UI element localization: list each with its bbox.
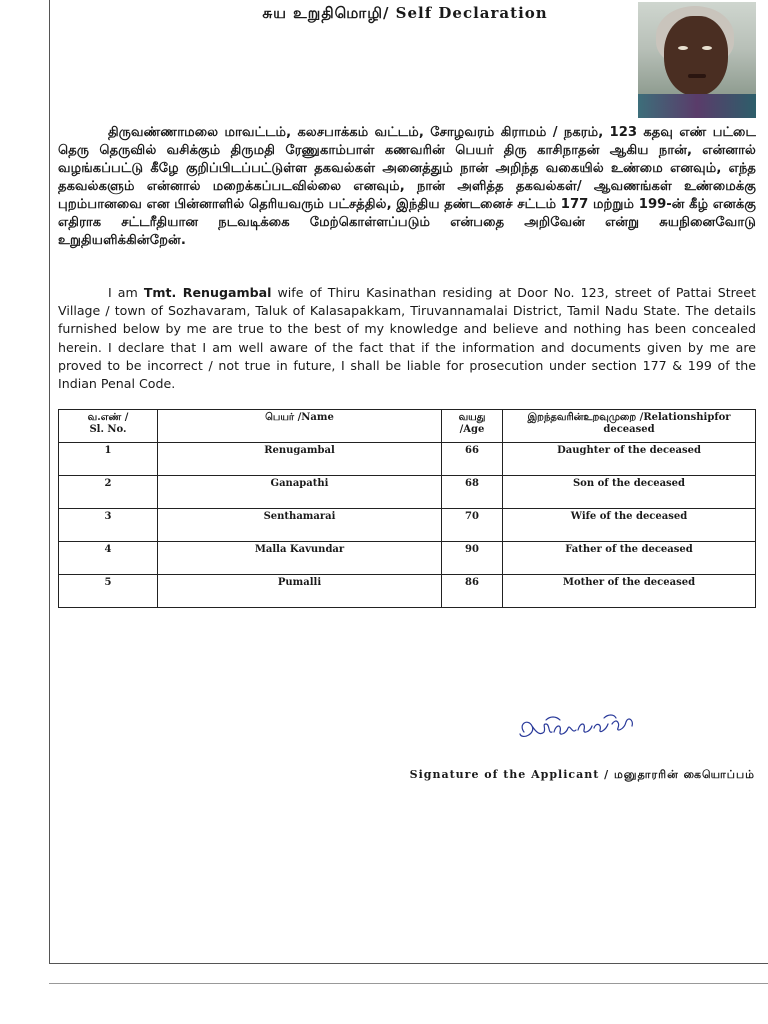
cell-relationship: Father of the deceased (503, 542, 756, 575)
english-prefix: I am (108, 285, 144, 300)
table-row (59, 443, 756, 476)
cell-relationship: Wife of the deceased (503, 509, 756, 542)
table-row (59, 575, 756, 608)
table-header-row (59, 410, 756, 443)
header-relationship: இறந்தவரின்உறவுமுறை /Relationshipfor deceased (503, 410, 756, 443)
table-row (59, 542, 756, 575)
cell-age: 86 (442, 575, 503, 608)
signature-label: Signature of the Applicant / மனுதாரரின் கையொப்பம் (409, 768, 755, 781)
header-sl: வ.எண் / Sl. No. (59, 410, 158, 443)
english-declaration (58, 284, 756, 393)
heirs-table (58, 409, 756, 608)
cell-sl: 3 (59, 509, 158, 542)
header-age: வயது /Age (442, 410, 503, 443)
table-row (59, 476, 756, 509)
cell-relationship: Daughter of the deceased (503, 443, 756, 476)
handwritten-signature (516, 712, 646, 746)
footer-rule (49, 983, 768, 984)
applicant-photo (638, 2, 756, 118)
cell-age: 68 (442, 476, 503, 509)
cell-age: 66 (442, 443, 503, 476)
cell-sl: 1 (59, 443, 158, 476)
applicant-name: Tmt. Renugambal (143, 285, 272, 300)
cell-name: Ganapathi (158, 476, 442, 509)
table-row (59, 509, 756, 542)
tamil-declaration-text: திருவண்ணாமலை மாவட்டம், கலசபாக்கம் வட்டம், சோழவரம் கிராமம் / நகரம், 123 கதவு எண் பட்டை தெரு தெருவில் வசிக்கும் திருமதி ரேணுகாம்பாள் கணவரின் பெயர் திரு காசிநாதன் ஆகிய நான், என்னால் வழங்கப்பட்டு கீழே குறிப்பிடப்பட்டுள்ள தகவல்கள் அனைத்தும் நான் அறிந்த வகையில் உண்மை எனவும், எந்த தகவல்களும் என்னால் மறைக்கப்படவில்லை எனவும், நான் அளித்த தகவல்கள்/ ஆவணங்கள் உண்மைக்கு புறம்பானவை என பின்னாளில் தெரியவரும் பட்சத்தில், இந்திய தண்டனைச் சட்டம் 177 மற்றும் 199-ன் கீழ் எனக்கு எதிராக சட்டரீதியான நடவடிக்கை மேற்கொள்ளப்படும் என்பதை அறிவேன் என்று சுயநினைவோடு உறுதியளிக்கின்றேன். (58, 125, 756, 248)
cell-sl: 5 (59, 575, 158, 608)
cell-name: Pumalli (158, 575, 442, 608)
cell-age: 70 (442, 509, 503, 542)
cell-age: 90 (442, 542, 503, 575)
tamil-declaration (58, 124, 756, 250)
english-declaration-text: wife of Thiru Kasinathan residing at Door No. 123, street of Pattai Street Village / town of Sozhavaram, Taluk of Kalasapakkam, Tiruvannamalai District, Tamil Nadu State. The details furnished below by me are true to the best of my knowledge and believe and nothing has been concealed herein. I declare that I am well aware of the fact that if the information and documents given by me are proved to be incorrect / not true in future, I shall be liable for prosecution under section 177 & 199 of the Indian Penal Code. (58, 285, 756, 392)
cell-sl: 4 (59, 542, 158, 575)
cell-relationship: Mother of the deceased (503, 575, 756, 608)
cell-name: Malla Kavundar (158, 542, 442, 575)
cell-name: Renugambal (158, 443, 442, 476)
document-title: சுய உறுதிமொழி/ Self Declaration (262, 4, 548, 22)
cell-relationship: Son of the deceased (503, 476, 756, 509)
cell-sl: 2 (59, 476, 158, 509)
cell-name: Senthamarai (158, 509, 442, 542)
header-name: பெயர் /Name (158, 410, 442, 443)
